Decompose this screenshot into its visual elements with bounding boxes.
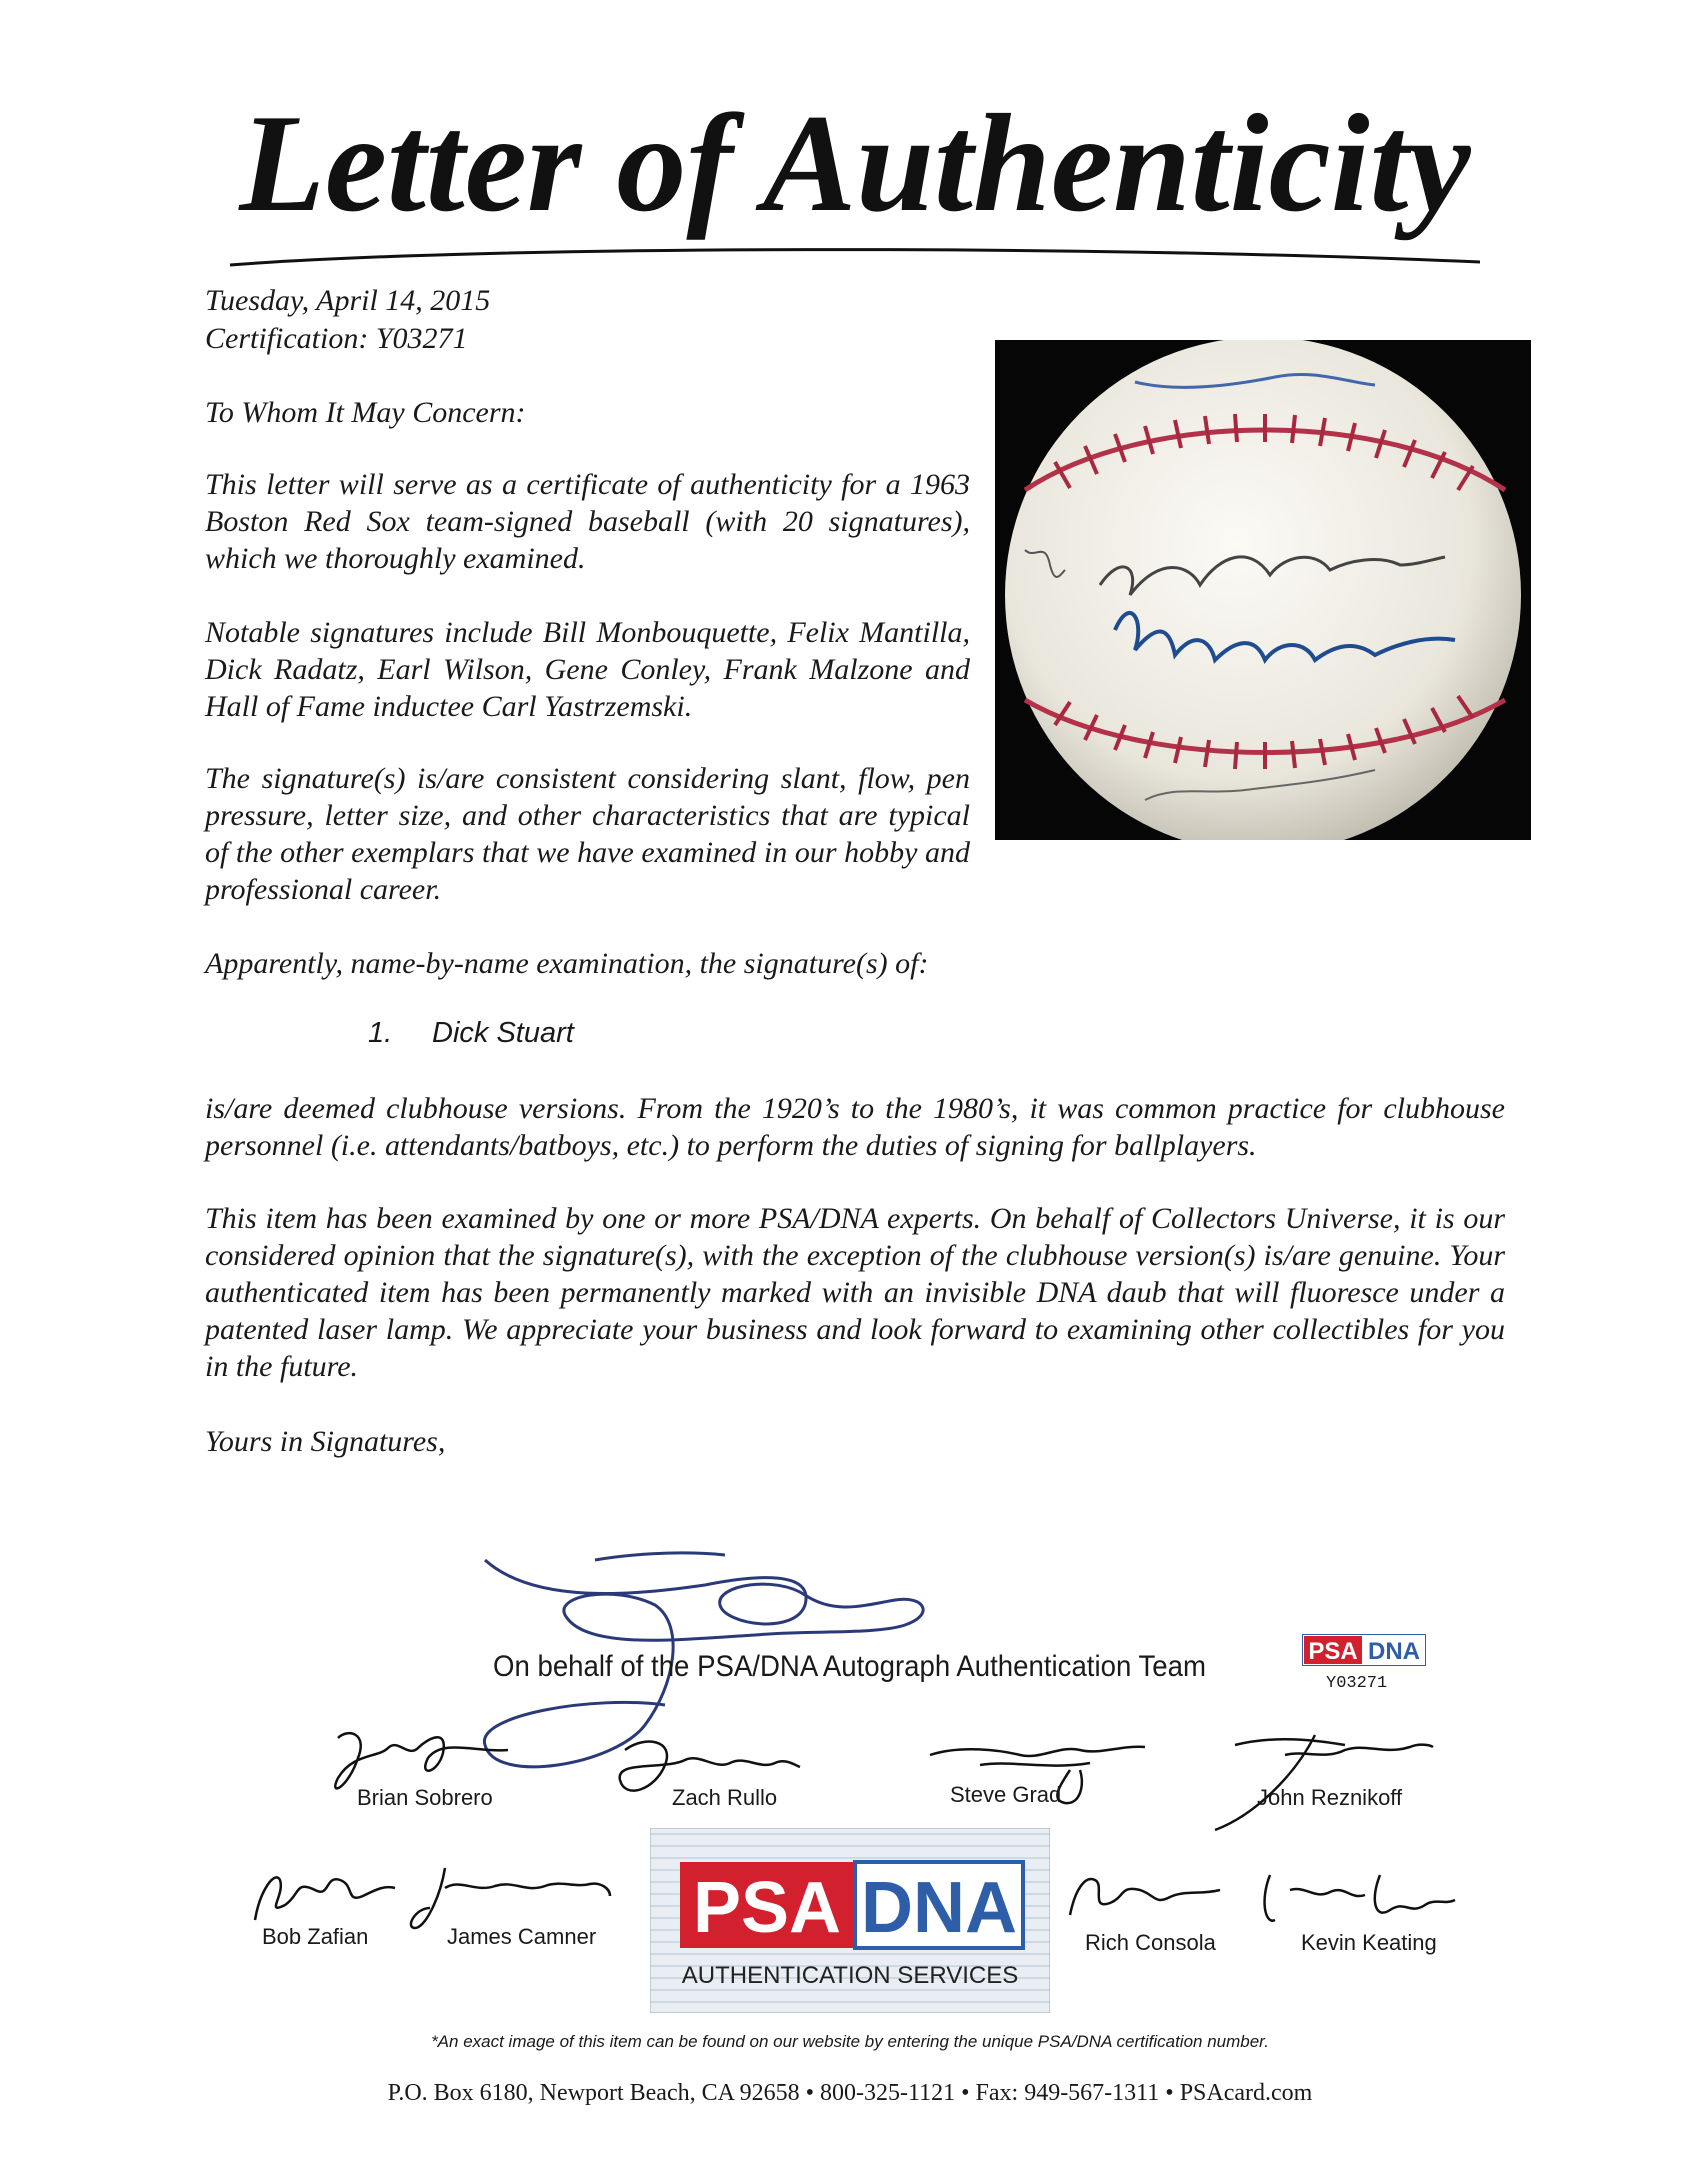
signer-name-steve-grad: Steve Grad [950,1782,1062,1807]
signature-john-reznikoff [1195,1725,1435,1835]
signer-name-kevin-keating: Kevin Keating [1301,1930,1437,1955]
signer-name-james-camner: James Camner [447,1924,597,1949]
signer-name-brian-sobrero: Brian Sobrero [357,1785,493,1810]
letter-date: Tuesday, April 14, 2015 [205,284,491,317]
svg-text:PSA: PSA [1308,1638,1358,1665]
psa-text: PSA [692,1868,842,1948]
signer-name-zach-rullo: Zach Rullo [672,1785,778,1810]
psa-dna-sticker-logo [1302,1634,1426,1666]
salutation: To Whom It May Concern: [205,396,526,429]
svg-text:DNA: DNA [1368,1638,1420,1665]
paragraph-clubhouse: is/are deemed clubhouse versions. From the 1920’s to the 1980’s, it was common practice for clubhouse personnel (i.e. attendants/batboys, etc.) to perform the duties of signing for ballplayers. [205,1092,1505,1162]
signature-kevin-keating [1250,1860,1460,1940]
psa-dna-authentication-logo [650,1828,1050,2013]
sticker-cert-number: Y03271 [1326,1674,1388,1693]
certification-number: Certification: Y03271 [205,322,468,355]
dna-text: DNA [861,1868,1017,1948]
list-item-number: 1. [368,1017,393,1049]
baseball-photo [995,340,1531,840]
title-text: Letter of Authenticity [239,86,1471,241]
paragraph-item-description: This letter will serve as a certificate of authenticity for a 1963 Boston Red Sox team-signed baseball (with 20 signatures), which we thoroughly examined. [205,468,970,575]
paragraph-notable-signatures: Notable signatures include Bill Monbouquette, Felix Mantilla, Dick Radatz, Earl Wilson, Gene Conley, Frank Malzone and Hall of Fame inductee Carl Yastrzemski. [205,616,970,723]
signer-name-rich-consola: Rich Consola [1085,1930,1216,1955]
signature-rich-consola [1060,1865,1230,1935]
signer-name-john-reznikoff: John Reznikoff [1257,1785,1403,1810]
paragraph-examination: Apparently, name-by-name examination, the signature(s) of: [205,947,929,980]
contact-info: P.O. Box 6180, Newport Beach, CA 92658 • 800-325-1121 • Fax: 949-567-1311 • PSAcard.com [387,2080,1313,2106]
services-text: AUTHENTICATION SERVICES [681,1962,1019,1989]
team-heading: On behalf of the PSA/DNA Autograph Authentication Team [493,1650,1206,1683]
list-item-name: Dick Stuart [432,1017,574,1049]
footnote: *An exact image of this item can be found on our website by entering the unique PSA/DNA certification number. [431,2032,1269,2051]
list-item [368,1017,574,1050]
paragraph-consistency: The signature(s) is/are consistent considering slant, flow, pen pressure, letter size, and other characteristics that are typical of the other exemplars that we have examined in our hobby and professional career. [205,762,970,906]
title-flourish [230,250,1480,265]
paragraph-opinion: This item has been examined by one or more PSA/DNA experts. On behalf of Collectors Universe, it is our considered opinion that the signature(s), with the exception of the clubhouse version(s) is/are genuine. Your authenticated item has been permanently marked with an invisible DNA daub that will fluoresce under a patented laser lamp. We appreciate your business and look forward to examining other collectibles for you in the future. [205,1202,1505,1383]
signer-name-bob-zafian: Bob Zafian [262,1924,369,1949]
closing: Yours in Signatures, [205,1425,446,1458]
